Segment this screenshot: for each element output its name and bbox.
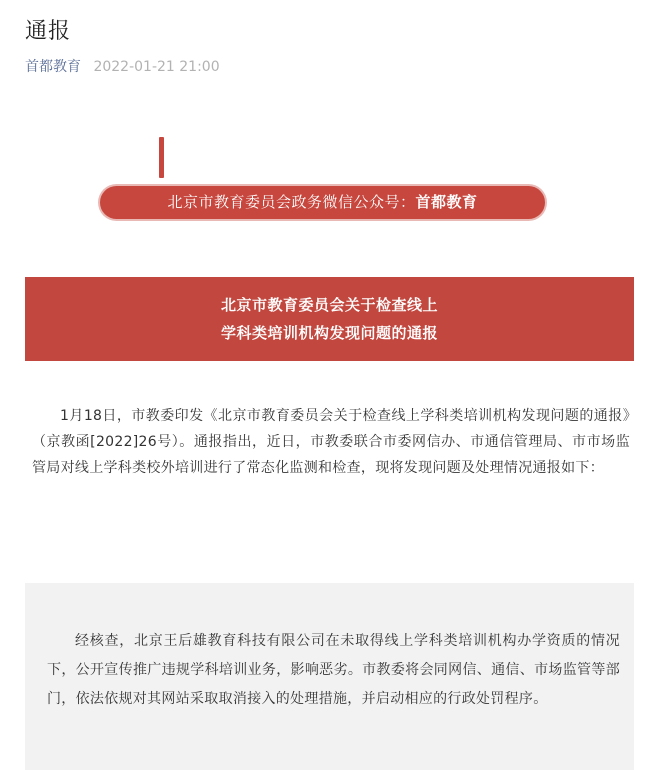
article-title: 通报 [25,19,72,44]
article-meta [25,56,220,76]
notice-title-banner [25,277,634,361]
pill-label: 北京市教育委员会政务微信公众号： [167,193,416,211]
account-banner-pill [100,186,545,219]
body-paragraph-finding: 经核查，北京王后雄教育科技有限公司在未取得线上学科类培训机构办学资质的情况下，公开宣传推广违规学科培训业务，影响恶劣。市教委将会同网信、通信、市场监管等部门，依法依规对其网站采取取消接入的处理措施，并启动相应的行政处罚程序。 [47,633,620,707]
pill-account-name: 首都教育 [415,193,478,211]
banner-line-2: 学科类培训机构发现问题的通报 [220,324,438,342]
account-name-link[interactable]: 首都教育 [25,59,81,75]
body-paragraph-intro: 1月18日，市教委印发《北京市教育委员会关于检查线上学科类培训机构发现问题的通报》（京教函[2022]26号）。通报指出，近日，市教委联合市委网信办、市通信管理局、市市场监管局对线上学科类校外培训进行了常态化监测和检查，现将发现问题及处理情况通报如下： [32,408,630,476]
publish-time: 2022-01-21 21:00 [93,59,220,75]
banner-line-1: 北京市教育委员会关于检查线上 [220,296,438,314]
decorative-red-line [159,137,164,178]
finding-box [25,583,634,770]
